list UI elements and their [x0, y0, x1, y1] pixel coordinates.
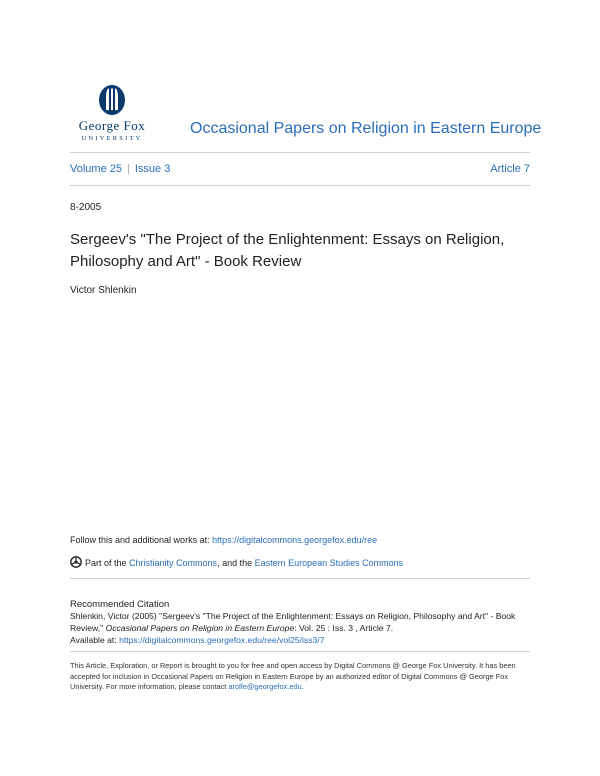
footer-notice — [70, 661, 532, 693]
follow-url-link[interactable]: https://digitalcommons.georgefox.edu/ree — [212, 535, 378, 545]
article-title: Sergeev's "The Project of the Enlightenment: Essays on Religion, Philosophy and Art" - Book Review — [70, 231, 505, 270]
follow-prefix: Follow this and additional works at: — [70, 535, 213, 545]
logo-line1: George Fox — [78, 118, 146, 133]
seal-icon — [97, 84, 127, 116]
citation-text2: : Vol. 25 : Iss. 3 , Article 7. — [294, 623, 394, 633]
part-of-prefix: Part of the — [85, 558, 130, 568]
issue-row — [70, 163, 530, 175]
divider — [70, 185, 530, 186]
journal-title-link[interactable]: Occasional Papers on Religion in Eastern Europe — [190, 120, 542, 137]
article-link[interactable]: Article 7 — [490, 163, 530, 175]
contact-email-link[interactable]: arolfe@georgefox.edu — [228, 682, 302, 691]
publication-date: 8-2005 — [70, 202, 102, 213]
logo-line2: UNIVERSITY — [81, 135, 143, 142]
volume-link[interactable]: Volume 25 — [70, 163, 122, 175]
university-logo — [70, 84, 154, 142]
recommended-citation-text — [70, 610, 532, 646]
follow-line — [70, 535, 377, 545]
divider — [70, 651, 530, 652]
part-of-middle: , and the — [217, 558, 255, 568]
recommended-citation-heading: Recommended Citation — [70, 599, 170, 610]
available-prefix: Available at: — [70, 635, 120, 645]
divider — [70, 152, 530, 153]
citation-journal: Occasional Papers on Religion in Eastern Europe — [105, 623, 295, 633]
network-icon — [70, 556, 82, 568]
separator: | — [126, 163, 130, 175]
issue-link[interactable]: Issue 3 — [134, 163, 171, 175]
eastern-european-studies-link[interactable]: Eastern European Studies Commons — [254, 558, 404, 568]
footer-text: This Article, Exploration, or Report is brought to you for free and open access by Digital Commons @ George Fox University. It has been accepted for inclusion in Occasional Papers on Religion in Eastern Europe by an authorized editor of Digital Commons @ George Fox University. For more information, please contact — [70, 661, 516, 691]
author-name: Victor Shlenkin — [70, 285, 137, 296]
divider — [70, 578, 530, 579]
citation-text1: Shlenkin, Victor (2005) "Sergeev's "The Project of the Enlightenment: Essays on Religion, Philosophy and Art" - Book Review," — [70, 611, 516, 633]
footer-end: . — [301, 682, 304, 691]
available-url-link[interactable]: https://digitalcommons.georgefox.edu/ree/vol25/iss3/7 — [119, 635, 325, 645]
christianity-commons-link[interactable]: Christianity Commons — [129, 558, 218, 568]
part-of-line — [70, 556, 403, 568]
